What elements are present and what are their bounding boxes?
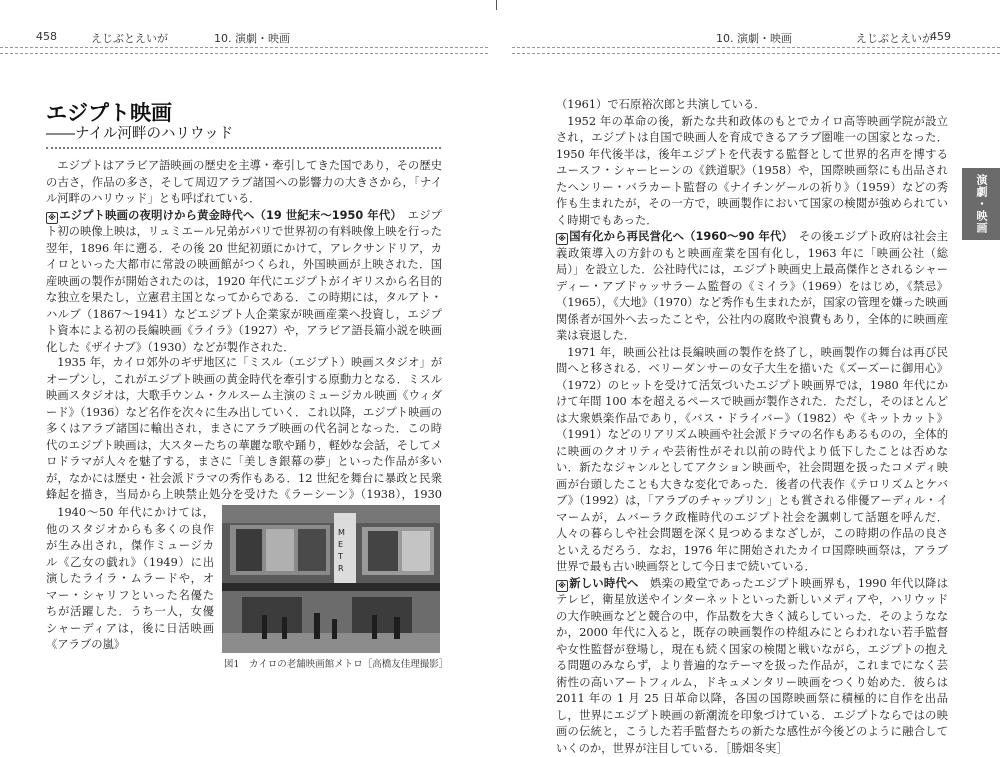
running-title-left: えじぶとえいが <box>91 30 168 46</box>
cinema-metro-photo <box>222 505 440 653</box>
running-chapter-left: 10. 演劇・映画 <box>214 30 290 46</box>
section-2-heading: ※ 国有化から再民営化へ（1960～90 年代） <box>556 230 787 243</box>
section-mark-icon: ※ <box>556 580 568 592</box>
header-ornament-right <box>512 47 1000 54</box>
section-mark-icon: ※ <box>46 212 58 224</box>
page-number-right: 459 <box>930 30 951 43</box>
section-3-body: 娯楽の殿堂であったエジプト映画界も，1990 年代以降はテレビ，衛星放送やインターネットといった新しいメディアや，ハリウッドの大作映画などと競合の中，作品数を大きく減らしていった．そのようななか，2000 年代に入ると，既存の映画製作の枠組みにとらわれない若手監督や女性監督が登場し，現在も続く国家の検閲と戦いながら，エジプトの抱える問題のみならず，より普遍的なテーマを扱った作品が，これまでになく芸術性の高いアートフィルム，ドキュメンタリー映画をつくり始めた．彼らは 2011 年の 1 月 25 日革命以降，各国の国際映画祭に積極的に自作を出品し，世界にエジプト映画の新潮流を印象づけている．エジプトならではの映画の伝統と，こうした若手監督たちの新たな感性が今後どのように融合していくのか，世界が注目している．［勝畑冬実］ <box>556 577 948 755</box>
page-number-left: 458 <box>36 30 57 43</box>
section-1-body: エジプト初の映像上映は，リュミエール兄弟がパリで世界初の有料映像上映を行った翌年，1896 年に遡る．その後 20 世紀初頭にかけて，アレクサンドリア，カイロといった大都市に常設の映画館がつくられ，外国映画が上映された．国産映画の製作が開始されたのは，1920 年代にエジプトがイギリスから名目的な独立を果たし，立憲君主国となってからである．この時期には，タルアト・ハルブ（1867～1941）などエジプト人企業家が映画産業へ投資し，エジプト資本による初の長編映画《ライラ》（1927）や，アラビア語長篇小説を映画化した《ザイナブ》（1930）などが製作された． <box>46 209 442 354</box>
para-1952: 1952 年の革命の後，新たな共和政体のもとでカイロ高等映画学院が設立され，エジプトは自国で映画人を育成できるアラブ圏唯一の国家となった．1950 年代後半は，後年エジプトを代表する監督として世界的名声を博するユースフ・シャーヒーンの《鉄道駅》（1958）や，国際映画祭にも出品されたヘンリー・バラカート監督の《ナイチンゲールの祈り》（1959）などの秀作も生まれたが，その一方で，映画製作において国家の検閲が強められていく時期でもあった． <box>556 114 948 230</box>
section-2 <box>556 229 948 345</box>
left-column-narrow <box>46 505 214 665</box>
section-1 <box>46 208 442 357</box>
photo-caption: 図1 カイロの老舗映画館メトロ［高橋友佳理撮影］ <box>224 656 448 670</box>
section-1-heading: ※ エジプト映画の夜明けから黄金時代へ（19 世紀末～1950 年代） <box>46 209 396 222</box>
svg-text:R: R <box>338 564 344 573</box>
para-1940s: 1940～50 年代にかけては，他のスタジオからも多くの良作が生み出され，傑作ミュージカル《乙女の戯れ》（1949）に出演したライラ・ムラードや，オマー・シャリフといった名優たちが活躍した．うち一人，女優シャーディアは，後に日活映画《アラブの嵐》 <box>46 505 214 654</box>
section-3 <box>556 576 948 757</box>
header-ornament-left <box>0 47 488 54</box>
left-column <box>46 158 442 356</box>
chapter-side-tab: 演劇・映画 <box>962 168 1000 240</box>
para-1935: 1935 年，カイロ郊外のギザ地区に「ミスル（エジプト）映画スタジオ」がオープンし，これがエジプト映画の黄金時代を牽引する原動力となる．ミスル映画スタジオは，大歌手ウンム・クルスーム主演のミュージカル映画《ウィダード》（1936）など名作を次々に生み出していく．これ以降，エジプト映画の多くはアラブ諸国に輸出され，まさにアラブ映画の代名詞となった．この時代のエジプト映画は，大スターたちの華麗な歌や踊り，軽妙な会話，そしてメロドラマが人々を魅了する，まさに「美しき銀幕の夢」といった作品が多いが，なかには歴史・社会派ドラマの秀作もある．12 世紀を舞台に暴政と民衆蜂起を描き，当局から上映禁止処分を受けた《ラーシーン》（1938），1930 <box>46 355 442 505</box>
left-column-para2-top <box>46 355 442 505</box>
intro-paragraph: エジプトはアラビア語映画の歴史を主導・牽引してきた国であり，その歴史の古さ，作品の多さ，そして周辺アラブ諸国への影響力の大きさから，「ナイル河畔のハリウッド」とも呼ばれている． <box>46 158 442 208</box>
metro-cinema-illustration <box>222 505 440 653</box>
svg-text:E: E <box>338 540 343 549</box>
para-1961-continued: （1961）で石原裕次郎と共演している． <box>556 97 948 114</box>
svg-text:M: M <box>338 528 345 537</box>
section-2-body: その後エジプト政府は社会主義政策導入の方針のもと映画産業を国有化し，1963 年に「映画公社（総局）」を設立した．公社時代には，エジプト映画史上最高傑作とされるシャーディー・アブドゥッサラーム監督の《ミイラ》（1969）をはじめ，《禁忌》（1965），《大地》（1970）など秀作も生まれたが，国家の管理を嫌った映画関係者が国外へ去ったことや，公社内の腐敗や浪費もあり，全体的に映画産業は衰退した． <box>556 230 948 342</box>
para-1971: 1971 年，映画公社は長編映画の製作を終了し，映画製作の舞台は再び民間へと移される．ベリーダンサーの女子大生を描いた《ズーズーに御用心》（1972）のヒットを受けて活気づいたエジプト映画界では，1980 年代にかけて年間 100 本を超えるペースで映画が製作された．ただし，そのほとんどは大衆娯楽作品であり，《バス・ドライバー》（1982）や《キットカット》（1991）などのリアリズム映画や社会派ドラマの名作もあるものの，全体的に映画のクオリティや芸術性がそれ以前の時代より低下したことは否めない．新たなジャンルとしてアクション映画や，社会問題を扱ったコメディ映画が台頭したことも大きな変化であった．後者の代表作《テロリズムとケバブ》（1992）は，「アラブのチャップリン」とも賞される俳優アーディル・イマームが，ムバーラク政権時代のエジプト社会を諷刺して話題を呼んだ．人々の暮らしや社会問題を深く見つめるまなざしが，この時期の作品の良さといえるだろう．なお，1976 年に開始されたカイロ国際映画祭は，アラブ世界で最も古い映画祭として今日まで続いている． <box>556 345 948 576</box>
article-title: エジプト映画 <box>46 97 172 127</box>
running-chapter-right: 10. 演劇・映画 <box>716 30 792 46</box>
running-title-right: えじぶとえいが <box>856 30 933 46</box>
section-3-heading: ※ 新しい時代へ <box>556 577 639 590</box>
section-mark-icon: ※ <box>556 233 568 245</box>
article-subtitle: ――ナイル河畔のハリウッド <box>46 122 233 143</box>
right-column <box>556 97 948 757</box>
svg-text:T: T <box>337 552 343 561</box>
title-ornament <box>46 147 441 153</box>
page-spine <box>496 0 497 10</box>
